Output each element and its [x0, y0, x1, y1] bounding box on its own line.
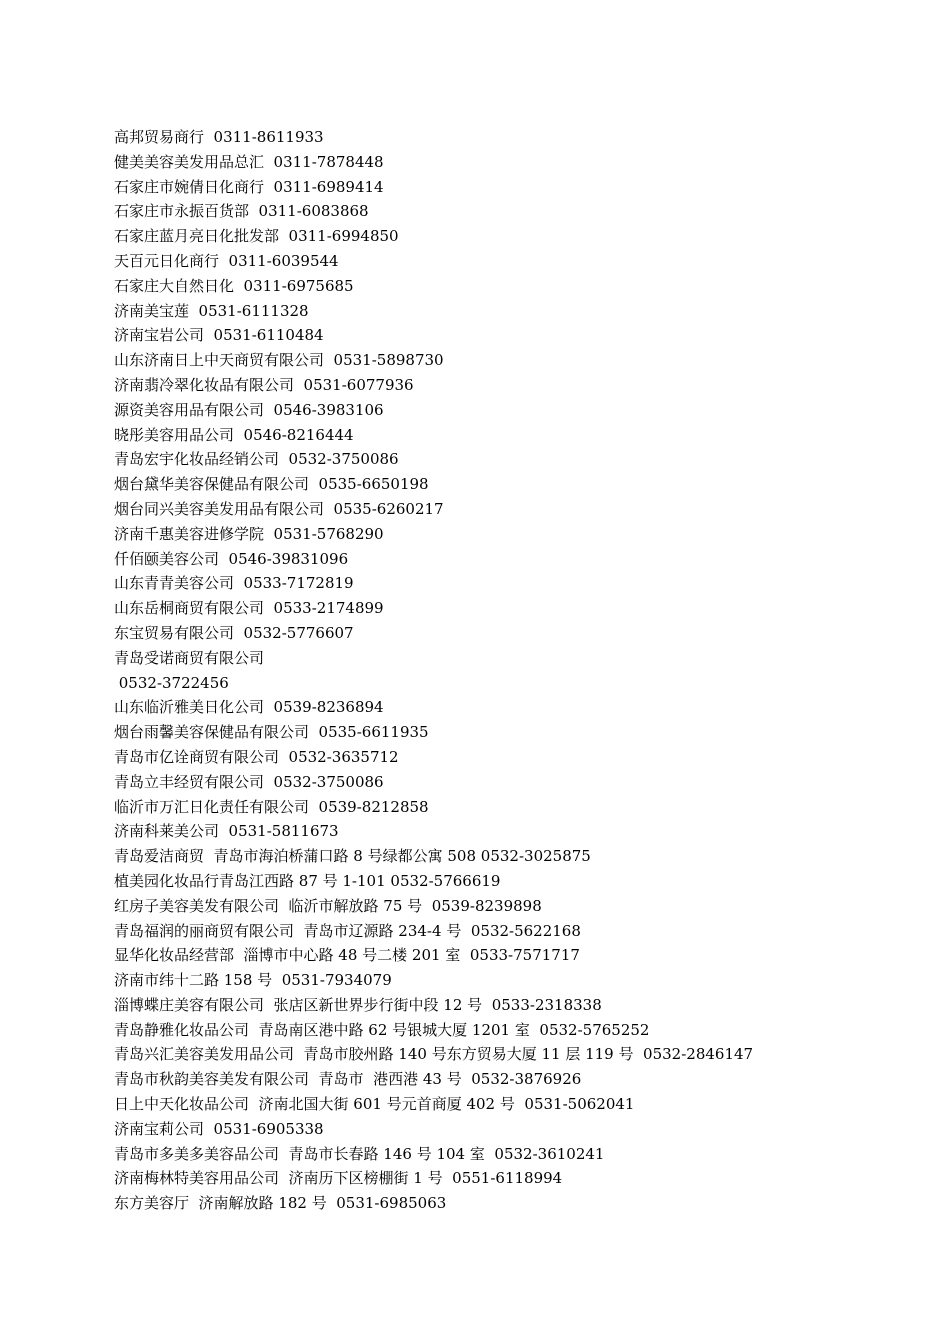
contact-line: 济南宝莉公司 0531-6905338	[114, 1119, 324, 1138]
contact-line: 青岛福润的丽商贸有限公司 青岛市辽源路 234-4 号 0532-5622168	[114, 921, 581, 940]
contact-line: 显华化妆品经营部 淄博市中心路 48 号二楼 201 室 0533-7571717	[114, 946, 580, 965]
contact-line: 东宝贸易有限公司 0532-5776607	[114, 623, 354, 642]
contact-line: 日上中天化妆品公司 济南北国大街 601 号元首商厦 402 号 0531-5062041	[114, 1095, 635, 1114]
contact-line: 济南科莱美公司 0531-5811673	[114, 822, 339, 841]
contact-line: 青岛爱洁商贸 青岛市海泊桥蒲口路 8 号绿都公寓 508 0532-3025875	[114, 847, 591, 866]
contact-line: 济南宝岩公司 0531-6110484	[114, 326, 324, 345]
contact-line: 源资美容用品有限公司 0546-3983106	[114, 400, 384, 419]
contact-line: 东方美容厅 济南解放路 182 号 0531-6985063	[114, 1194, 447, 1213]
contact-line: 青岛立丰经贸有限公司 0532-3750086	[114, 772, 384, 791]
contact-line: 植美园化妆品行青岛江西路 87 号 1-101 0532-5766619	[114, 871, 501, 890]
contact-line: 青岛市亿诠商贸有限公司 0532-3635712	[114, 747, 399, 766]
contact-line: 济南市纬十二路 158 号 0531-7934079	[114, 971, 392, 990]
contact-line: 仟佰颐美容公司 0546-39831096	[114, 549, 349, 568]
contact-line: 山东临沂雅美日化公司 0539-8236894	[114, 698, 384, 717]
contact-line: 青岛市多美多美容品公司 青岛市长春路 146 号 104 室 0532-3610241	[114, 1144, 605, 1163]
contact-line: 济南翡冷翠化妆品有限公司 0531-6077936	[114, 375, 414, 394]
contact-line: 山东青青美容公司 0533-7172819	[114, 574, 354, 593]
contact-line: 临沂市万汇日化责任有限公司 0539-8212858	[114, 797, 429, 816]
contact-line: 济南美宝莲 0531-6111328	[114, 301, 309, 320]
contact-list	[114, 125, 914, 1216]
contact-line: 石家庄市婉倩日化商行 0311-6989414	[114, 177, 384, 196]
contact-line: 淄博蝶庄美容有限公司 张店区新世界步行街中段 12 号 0533-2318338	[114, 995, 602, 1014]
contact-line: 青岛受诺商贸有限公司	[114, 648, 265, 667]
contact-line: 青岛静雅化妆品公司 青岛南区港中路 62 号银城大厦 1201 室 0532-5765252	[114, 1020, 650, 1039]
contact-line: 石家庄大自然日化 0311-6975685	[114, 276, 354, 295]
contact-line: 石家庄市永振百货部 0311-6083868	[114, 202, 369, 221]
contact-line: 0532-3722456	[114, 673, 229, 692]
contact-line: 山东岳桐商贸有限公司 0533-2174899	[114, 599, 384, 618]
contact-line: 青岛市秋韵美容美发有限公司 青岛市 港西港 43 号 0532-3876926	[114, 1070, 582, 1089]
contact-line: 烟台同兴美容美发用品有限公司 0535-6260217	[114, 499, 444, 518]
contact-line: 青岛宏宇化妆品经销公司 0532-3750086	[114, 450, 399, 469]
contact-line: 天百元日化商行 0311-6039544	[114, 251, 339, 270]
contact-line: 高邦贸易商行 0311-8611933	[114, 128, 324, 146]
contact-line: 山东济南日上中天商贸有限公司 0531-5898730	[114, 351, 444, 370]
contact-line: 晓彤美容用品公司 0546-8216444	[114, 425, 354, 444]
contact-line: 红房子美容美发有限公司 临沂市解放路 75 号 0539-8239898	[114, 896, 542, 915]
contact-line: 石家庄蓝月亮日化批发部 0311-6994850	[114, 227, 399, 246]
contact-line: 健美美容美发用品总汇 0311-7878448	[114, 152, 384, 171]
contact-line: 烟台雨馨美容保健品有限公司 0535-6611935	[114, 723, 429, 742]
contact-line: 济南千惠美容进修学院 0531-5768290	[114, 524, 384, 543]
contact-line: 济南梅林特美容用品公司 济南历下区榜棚街 1 号 0551-6118994	[114, 1169, 563, 1188]
contact-line: 烟台黛华美容保健品有限公司 0535-6650198	[114, 475, 429, 494]
contact-line: 青岛兴汇美容美发用品公司 青岛市胶州路 140 号东方贸易大厦 11 层 119 号 0532-2846147	[114, 1045, 754, 1064]
